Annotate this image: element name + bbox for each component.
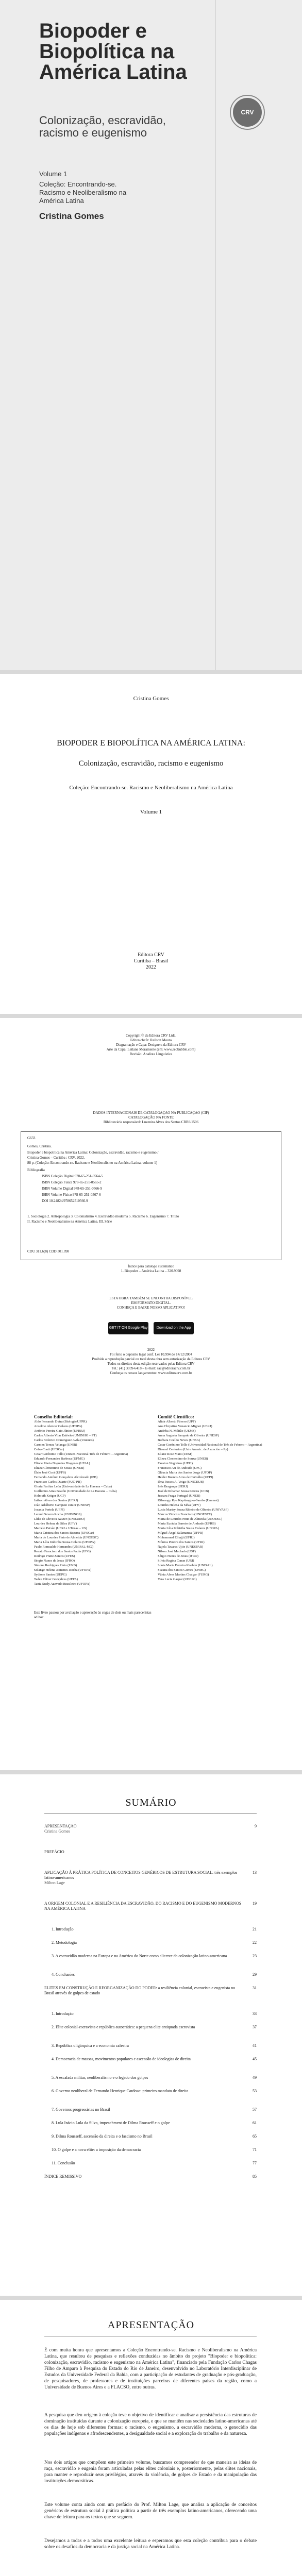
council-member: Jailson Alves dos Santos (UFRJ) (34, 1499, 78, 1502)
toc-entry[interactable] (52, 1927, 257, 1932)
toc-entry-title: 2. Elite colonial-escravista e república autocrática: a pequena elite antiquada escravista (52, 2025, 195, 2029)
committee-member: Maria de Lourdes Pinto de Almeida (UNOESC) (158, 1517, 222, 1521)
cip-line: CDU 311.6(8) CDD 301.098 (27, 1249, 70, 1253)
copyright-line: Copyright © da Editora CRV Ltda. (126, 1033, 176, 1038)
toc-entry-page: 21 (253, 1927, 257, 1931)
toc-entry[interactable] (44, 1986, 257, 1996)
rights-line: Tel.: (41) 3039-6418 – E-mail: sac@editoracrv.com.br (111, 1366, 191, 1370)
cip-line: ISBN Coleção Física 978-65-251-0565-2 (42, 1180, 102, 1184)
council-member: Tania Suely Azevedo Brasileiro (UFOPA) (34, 1582, 91, 1586)
toc-entry-title: 9. Dilma Rousseff, ascensão da direita e o fascismo no Brasil (52, 2134, 153, 2139)
toc-entry[interactable] (52, 2134, 257, 2139)
committee-member: Ilma Passos A. Veiga (UNICEUB) (158, 1480, 204, 1484)
toc-entry-page: 53 (253, 2089, 257, 2093)
toc-entry[interactable] (52, 2121, 257, 2126)
toc-entry-page: 13 (253, 1870, 257, 1875)
council-member: Fernando Antônio Gonçalves Alcoforado (IPB) (34, 1476, 98, 1479)
page-separator (0, 1014, 302, 1018)
council-member: Simone Rodrigues Pinto (UNB) (34, 1564, 77, 1567)
toc-entry-title: 3. A escravidão moderna na Europa e na América do Norte como alicerce da colonização latino-americana (52, 1954, 227, 1958)
toc-entry-page: 23 (253, 1954, 257, 1958)
committee-member: Anna Augusta Sampaio de Oliveira (UNESP) (158, 1434, 219, 1437)
toc-entry-title: 11. Conclusão (52, 2161, 75, 2165)
committee-member: Eliane Rose Maio (UEM) (158, 1452, 192, 1456)
title-page-subtitle: Colonização, escravidão, racismo e eugenismo (78, 759, 224, 768)
digital-notice (21, 1296, 281, 1310)
toc-entry[interactable] (52, 1954, 257, 1959)
council-member: Josania Portela (UFPI) (34, 1508, 65, 1512)
cip-line: 1. Sociologia 2. Antropologia 3. Colonialismo 4. Escravidão moderna 5. Racismo 6. Eugenismo 7. Título (27, 1214, 179, 1218)
council-member: Francisco Carlos Duarte (PUC-PR) (34, 1480, 81, 1484)
cover-title: Biopoder e Biopolítica na América Latina (39, 20, 187, 83)
toc-entry[interactable] (52, 1940, 257, 1945)
rights-line: Todos os direitos desta edição reservados pela: Editora CRV (107, 1362, 195, 1366)
paragraph: A pesquisa que deu origem à coleção teve o objetivo de identificar e analisar a persistência das estruturas de dominação instituídas durante a colonização europeia, e que se mantêm nas sociedades latino-americanas até os dias de hoje sob diferentes formas: o racismo, o eugenismo, a escravidão moderna, o genocídio das populações indígenas e afrodescendentes, a desigualdade social e a exploração do trabalho e da natureza. (44, 2413, 257, 2436)
toc-entry-title: 4. Conclusões (52, 1972, 75, 1977)
toc-entry[interactable] (52, 2107, 257, 2112)
cip-line: Bibliografia (27, 1168, 45, 1172)
toc-entry[interactable] (44, 2174, 257, 2179)
council-member: Paulo Romualdo Hernandes (UNIFAL-MG) (34, 1545, 93, 1549)
toc-entry[interactable] (52, 2089, 257, 2094)
toc-entry-page: 61 (253, 2121, 257, 2125)
committee-member: Suzana dos Santos Gomes (UFMG) (158, 1568, 206, 1572)
council-member: Rodrigo Pratte-Santos (UFES) (34, 1554, 75, 1558)
committee-member: Gláucia Maria dos Santos Jorge (UFOP) (158, 1471, 212, 1475)
rights-line: Proibida a reprodução parcial ou total desta obra sem autorização da Editora CRV (92, 1357, 210, 1361)
council-member: Sydione Santos (UEPG) (34, 1573, 67, 1577)
page-separator (0, 2296, 302, 2300)
publisher-line: Editora CRV (138, 952, 164, 958)
cip-subtitle: CATALOGAÇÃO NA FONTE (128, 1115, 174, 1120)
committee-member: Inês Bragança (UERJ) (158, 1485, 188, 1488)
council-member: Tadeu Oliver Gonçalves (UFPA) (34, 1578, 78, 1581)
committee-member: Míguel Ángel Salamanca (UFPR) (158, 1531, 204, 1535)
council-member: Carlos Federico Dominguez Avila (Unieuro) (34, 1438, 94, 1442)
cip-line: DOI 10.24824/978652510566.9 (42, 1199, 88, 1203)
committee-heading: Comitê Científico: (158, 1414, 194, 1419)
toc-entry-title: ELITES EM CONSTRUÇÃO E REORGANIZAÇÃO DO PODER: a resiliência colonial, escravista e eugenista no Brasil através de golpes de estado (44, 1986, 236, 1995)
toc-entry-page: 65 (253, 2134, 257, 2139)
toc-entry-title: 2. Metodologia (52, 1940, 77, 1945)
title-page-volume: Volume 1 (140, 809, 162, 815)
toc-entry-title: ÍNDICE REMISSIVO (44, 2174, 82, 2179)
toc-entry-author: Milton Lage (44, 1880, 65, 1885)
committee-member: Cesar Gerónimo Tello (Universidad Nacional de Três de Febrero – Argentina) (158, 1443, 262, 1447)
committee-member: Andréia N. Militão (UEMS) (158, 1429, 196, 1433)
toc-entry-title: 10. O golpe e a nova elite: a imposição da democracia (52, 2147, 141, 2152)
toc-entry-title: 5. A escalada militar, neoliberalismo e o legado dos golpes (52, 2075, 148, 2080)
digital-line: EM FORMATO DIGITAL. (131, 1301, 171, 1305)
title-page-author: Cristina Gomes (133, 696, 169, 702)
rights-line: Conheça os nossos lançamentos: www.editoracrv.com.br (110, 1371, 192, 1375)
page-separator (0, 1770, 302, 1774)
apresentacao-page (0, 2300, 302, 2576)
committee-member: Sonia Maria Ferreira Koehler (UNISAL) (158, 1564, 213, 1567)
committee-member: Sérgio Nunes de Jesus (IFRO) (158, 1554, 198, 1558)
toc-entry[interactable] (52, 2147, 257, 2153)
toc-entry-page: 41 (253, 2043, 257, 2048)
committee-member: Kilwangy Kya Kapitango-a-Samba (Unemat) (158, 1499, 219, 1502)
council-member: Celso Conti (UFSCar) (34, 1448, 64, 1451)
committee-member: José de Ribamar Sousa Pereira (UCB) (158, 1489, 209, 1493)
toc-entry-title: 6. Governo neoliberal de Fernando Henrique Cardoso: primeiro mandato de direita (52, 2089, 189, 2093)
committee-member: Nilson José Machado (USP) (158, 1550, 196, 1553)
council-member: Maria Cristina dos Santos Bezerra (UFSCar) (34, 1531, 94, 1535)
toc-entry-title: PREFÁCIO (44, 1850, 64, 1854)
council-member: Lourdes Helena da Silva (UFV) (34, 1522, 77, 1526)
paragraph: Este volume conta ainda com um prefácio do Prof. Milton Lage, que analisa a aplicação de conceitos genéricos de estrutura social à prática política a partir de três exemplos latino-americanos, oferecendo uma chave de leitura para os textos que se seguem. (44, 2502, 257, 2520)
council-member: Antônio Pereira Gaio Júnior (UFRRJ) (34, 1429, 85, 1433)
title-page (0, 674, 302, 1014)
committee-member: Mohammed Elhajji (UFRJ) (158, 1536, 195, 1539)
title-page-collection: Coleção: Encontrando-se. Racismo e Neoliberalismo na América Latina (69, 785, 233, 791)
toc-entry-page: 45 (253, 2057, 257, 2061)
toc-entry-page: 85 (253, 2174, 257, 2179)
council-member: Eduardo Fernandes Barbosa (UFMG) (34, 1457, 85, 1461)
council-member: Anselmo Alencar Colares (UFOPA) (34, 1425, 82, 1428)
toc-entry-title: 3. República oligárquica e a economia cafeeira (52, 2043, 129, 2048)
council-member: Leonel Severo Rocha (UNISINOS) (34, 1513, 82, 1516)
title-page-title: BIOPODER E BIOPOLÍTICA NA AMÉRICA LATINA: (57, 739, 245, 748)
rights-line: Foi feito o depósito legal conf. Lei 10.994 de 14/12/2004 (109, 1352, 192, 1357)
toc-entry-page: 9 (255, 1824, 257, 1828)
toc-entry-title: 8. Lula Inácio Lula da Silva, impeachment de Dilma Rousseff e o golpe (52, 2121, 170, 2125)
publisher-line: 2022 (146, 964, 156, 970)
committee-member: Diosnel Centurion (Univ Americ. de Asunción – Py) (158, 1448, 228, 1451)
toc-entry-title: 7. Governos progressistas no Brasil (52, 2107, 110, 2112)
committee-member: Jussara Fraga Portugal (UNEB) (158, 1494, 200, 1498)
toc-entry-title: APLICAÇÃO À PRÁTICA POLÍTICA DE CONCEITOS GENÉRICOS DE ESTRUTURA SOCIAL: três exemplos latino-americanos (44, 1870, 238, 1880)
editorial-council (34, 1415, 153, 1586)
council-member: Elione Maria Nogueira Diogenes (UFAL) (34, 1462, 90, 1465)
committee-member: Fauston Negreiros (UFPI) (158, 1462, 193, 1465)
toc-entry-page: 57 (253, 2107, 257, 2112)
toc-entry[interactable] (52, 2011, 257, 2016)
toc-entry[interactable] (52, 2043, 257, 2048)
committee-member: Mônica Pereira dos Santos (UFRJ) (158, 1540, 205, 1544)
toc-entry-page: 31 (253, 1986, 257, 1990)
toc-entry-page: 33 (253, 2011, 257, 2016)
catalog-page (0, 1018, 302, 1770)
committee-member: Marcos Vinicius Francisco (UNOESTE) (158, 1513, 212, 1516)
title-page-publisher (0, 952, 302, 971)
cip-line: II. Racismo e Neoliberalismo na América Latina. III. Série (27, 1219, 112, 1224)
cip-record-box (21, 1131, 281, 1260)
google-play-badge[interactable]: GET IT ON Google Play (108, 1322, 148, 1334)
toc-entry[interactable] (44, 1824, 257, 1834)
committee-member: Vânia Alves Martins Chaigar (FURG) (158, 1573, 209, 1577)
toc-entry[interactable] (44, 1870, 257, 1886)
committee-member: Lucia Marisy Souza Ribeiro de Oliveira (UNIVASF) (158, 1508, 229, 1512)
toc-entry-page: 77 (253, 2161, 257, 2165)
committee-member: Altair Alberto Fávero (UPF) (158, 1420, 196, 1423)
index-line: Índice para catálogo sistemático (128, 1264, 174, 1268)
council-member: Sérgio Nunes de Jesus (IFRO) (34, 1559, 75, 1563)
toc-entry[interactable] (52, 2025, 257, 2030)
council-member: Maria de Lourdes Pinto de Almeida (UNOESC) (34, 1536, 98, 1539)
copyright-line: Arte da Capa: Leilane Moramente (em: www.redbubble.com) (106, 1047, 196, 1052)
council-member: Guillermo Arias Beatón (Universidade de La Havana – Cuba) (34, 1489, 117, 1493)
copyright-line: Diagramação e Capa: Designers da Editora CRV (115, 1043, 187, 1047)
page-separator (0, 670, 302, 674)
council-member: Helmuth Krüger (UCP) (34, 1494, 66, 1498)
toc-entry-author: Cristina Gomes (44, 1829, 70, 1834)
cover-subtitle: Colonização, escravidão, racismo e eugenismo (39, 114, 166, 139)
digital-line: CONHEÇA E BAIXE NOSSO APLICATIVO! (116, 1306, 186, 1310)
cip-line: G633 (27, 1136, 36, 1140)
digital-line: ESTA OBRA TAMBÉM SE ENCONTRA DISPONÍVEL (109, 1296, 193, 1300)
council-member: Marcelo Paixão (UFRJ e UTexas – US) (34, 1527, 87, 1530)
committee-member: Ana Chrystina Venancio Mignot (UERJ) (158, 1425, 212, 1428)
council-member: Cesar Gerónimo Tello (Univer. Nacional Três de Febrero – Argentina) (34, 1452, 128, 1456)
toc-entry[interactable] (52, 2161, 257, 2166)
book-cover (0, 0, 302, 670)
cip-subtitle: Bibliotecária responsável: Luzenira Alves dos Santos CRB9/1506 (103, 1120, 199, 1124)
catalog-index (21, 1264, 281, 1274)
toc-entry-page: 29 (253, 1972, 257, 1977)
council-list (34, 1419, 153, 1586)
toc-entry-page: 19 (253, 1901, 257, 1906)
toc-entry-title: A ORIGEM COLONIAL E A RESILIÊNCIA DA ESCRAVIDÃO, DO RACISMO E DO EUGENISMO MODERNOS NA AMÉRICA LATINA (44, 1901, 242, 1911)
peer-review-note: Este livro passou por avaliação e aprovação às cegas de dois ou mais pareceristas ad hoc. (34, 1611, 152, 1619)
cip-line: ISBN Volume Digital 978-65-251-0566-9 (42, 1187, 102, 1191)
council-member: Gloria Fariñas León (Universidade de La Havana – Cuba) (34, 1485, 112, 1488)
copyright-line: Revisão: Analista Linguística (129, 1052, 173, 1056)
toc-entry[interactable] (44, 1901, 257, 1911)
cip-line: Biopoder e biopolítica na América Latina: Colonização, escravidão, racismo e eugenismo / (27, 1150, 159, 1155)
council-member: Maria Lília Imbiriba Sousa Colares (UFOPA) (34, 1540, 95, 1544)
committee-member: Maria Eurácia Barreto de Andrade (UFRB) (158, 1522, 216, 1526)
committee-member: Najela Tavares Ujiie (UNESPAR) (158, 1545, 204, 1549)
committee-list (158, 1419, 276, 1582)
copyright-line: Editor-chefe: Railson Moura (130, 1038, 172, 1042)
cover-spine-line (215, 0, 216, 670)
toc-entry[interactable] (52, 2057, 257, 2062)
paragraph: É com muita honra que apresentamos a Coleção Encontrando-se. Racismo e Neoliberalismo na América Latina, que resultou de pesquisas e reflexões conduzidas no âmbito do projeto "Biopoder e biopolítica: colonização, escravidão, racismo e eugenismo na América Latina", financiado pela Fundação Carlos Chagas Filho de Amparo à Pesquisa do Estado do Rio de Janeiro, desenvolvido no Laboratório Interdisciplinar de Estudos da Universidade Federal da Bahia, com a participação de estudantes de graduação e pós-graduação, de pesquisadores, de professores e de instituições parceiras de diferentes países da região, como a Universidade de Buenos Aires e a FLACSO, entre outras. (44, 2348, 257, 2390)
toc-entry-page: 22 (253, 1940, 257, 1945)
toc-entry[interactable] (52, 1972, 257, 1977)
committee-member: Barbara Coelho Neves (UFBA) (158, 1438, 200, 1442)
committee-member: Silvia Regina Canan (URI) (158, 1559, 194, 1563)
council-heading: Conselho Editorial: (34, 1414, 73, 1419)
toc-entry-title: 1. Introdução (52, 1927, 74, 1931)
cip-line: Cristina Gomes – Curitiba : CRV, 2022. (27, 1156, 85, 1160)
cip-line: Gomes, Cristina. (27, 1144, 52, 1148)
index-line: 1. Biopoder – América Latina – 320.9098 (121, 1269, 181, 1273)
toc-entry-title: APRESENTAÇÃO (44, 1824, 77, 1828)
rights-block (21, 1348, 281, 1376)
council-member: Elizeu Clementino de Souza (UNEB) (34, 1466, 85, 1470)
cover-collection: Coleção: Encontrando-se. Racismo e Neoliberalismo na América Latina (39, 180, 127, 205)
scientific-committee (158, 1415, 276, 1582)
committee-member: Helder Buenos Aires de Carvalho (UFPI) (158, 1476, 213, 1479)
app-store-badge[interactable]: Download on the App Store (154, 1322, 194, 1334)
apresentacao-heading: APRESENTAÇÃO (107, 2319, 195, 2331)
committee-member: Lourdes Helena da Silva (UFV) (158, 1503, 201, 1507)
committee-member: Maria Lília Imbiriba Sousa Colares (UFOPA) (158, 1527, 219, 1530)
rights-line: 2022 (147, 1348, 155, 1352)
toc-entry[interactable] (44, 1850, 257, 1855)
cip-line: 88 p. (Coleção: Encontrando-se. Racismo e Neoliberalismo na América Latina, volume 1) (27, 1161, 157, 1165)
toc-entry-title: 1. Introdução (52, 2011, 74, 2016)
council-member: Élsio José Corá (UFFS) (34, 1471, 66, 1475)
toc-entry-page: 71 (253, 2147, 257, 2152)
publisher-line: Curitiba – Brasil (133, 958, 169, 964)
council-member: Renato Francisco dos Santos Paula (UFG) (34, 1550, 91, 1553)
cover-author: Cristina Gomes (39, 211, 104, 221)
paragraph: Nos dois artigos que compõem este primeiro volume, buscamos compreender de que maneira as ideias de raça, escravidão e eugenia foram articuladas pelas elites coloniais e, posteriormente, pelas elites nacionais, para manter e reproduzir seus privilégios, através da violência, de golpes de Estado e da manipulação das instituições democráticas. (44, 2460, 257, 2484)
council-member: Lídia de Oliveira Xavier (UNIEURO) (34, 1517, 85, 1521)
cover-volume: Volume 1 (39, 170, 68, 178)
toc-entry-title: 4. Democracia de massas, movimentos populares e ascensão de ideologias de direita (52, 2057, 191, 2061)
cip-line: ISBN Coleção Digital 978-65-251-0564-5 (42, 1174, 103, 1178)
paragraph: Desejamos a todas e a todos uma excelente leitura e esperamos que esta coleção contribua para o debate sobre os desafios da democracia e da justiça social na América Latina. (44, 2538, 257, 2550)
committee-member: Vera Lucia Gaspar (UDESC) (158, 1578, 197, 1581)
committee-member: Elizeu Clementino de Souza (UNEB) (158, 1457, 208, 1461)
committee-member: Francisco Ari de Andrade (UFC) (158, 1466, 202, 1470)
council-member: João Adalberto Campato Junior (UNESP) (34, 1503, 90, 1507)
publisher-logo: CRV (233, 98, 262, 127)
council-member: Solange Helena Ximenes-Rocha (UFOPA) (34, 1568, 92, 1572)
council-member: Carmen Tereza Velanga (UNIR) (34, 1443, 77, 1447)
council-member: Carlos Alberto Vilar Estêvão (UMINHO – PT) (34, 1434, 97, 1437)
sumario-page (0, 1774, 302, 2296)
cip-heading (21, 1111, 281, 1125)
copyright-block (21, 1033, 281, 1057)
cip-title: DADOS INTERNACIONAIS DE CATALOGAÇÃO NA PUBLICAÇÃO (CIP) (93, 1111, 209, 1115)
toc-entry-page: 37 (253, 2025, 257, 2029)
toc-entry-page: 49 (253, 2075, 257, 2080)
toc-entry[interactable] (52, 2075, 257, 2080)
sumario-heading: SUMÁRIO (125, 1797, 177, 1808)
council-member: Aldo Fernando Dutra (Biologia/UFPR) (34, 1420, 87, 1423)
cip-line: ISBN Volume Físico 978-65-251-0567-6 (42, 1193, 101, 1197)
